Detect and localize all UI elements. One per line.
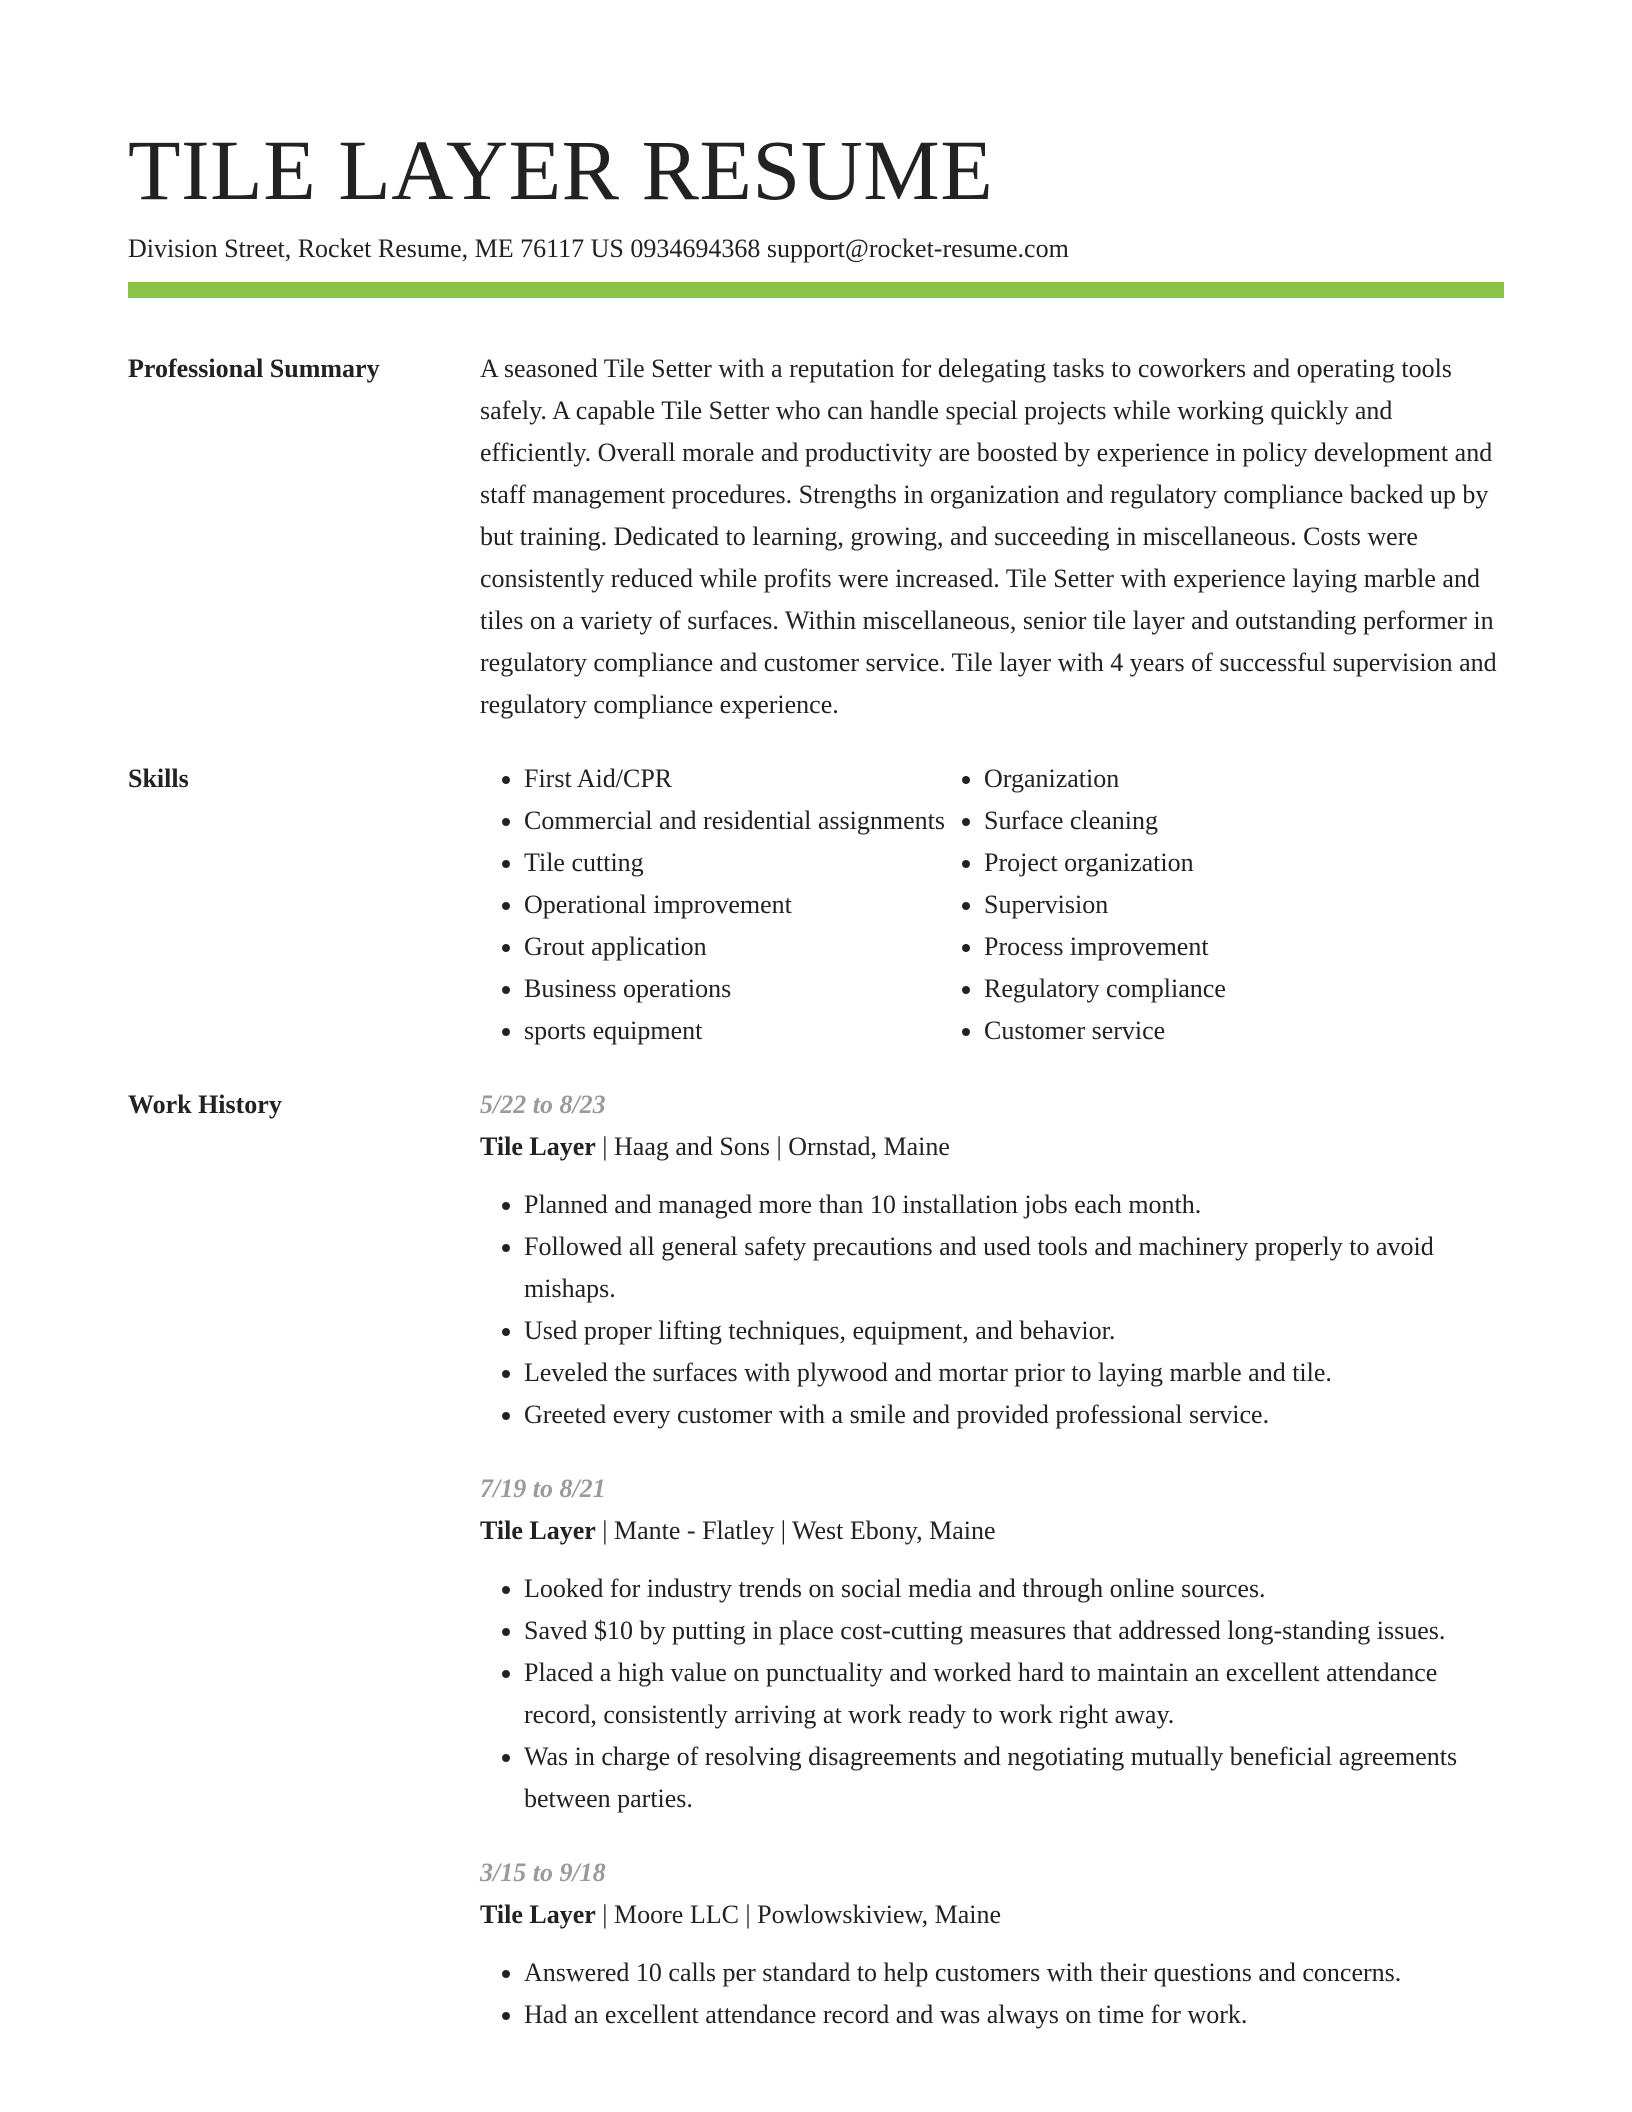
job-title: Tile Layer	[480, 1900, 596, 1929]
job-bullets	[480, 1184, 1504, 1436]
skills-section	[128, 758, 1504, 1052]
header-divider	[128, 282, 1504, 298]
job-title: Tile Layer	[480, 1516, 596, 1545]
job-company: Moore LLC	[614, 1900, 739, 1929]
job-heading: Tile Layer | Moore LLC | Powlowskiview, Maine	[480, 1900, 1001, 1929]
job-bullet: • Planned and managed more than 10 installation jobs each month.	[524, 1184, 1504, 1226]
job-bullets	[480, 1952, 1504, 2036]
skills-list-right	[940, 758, 1460, 1052]
resume-page	[128, 0, 1504, 2068]
professional-summary-section	[128, 348, 1504, 726]
job-heading: Tile Layer | Haag and Sons | Ornstad, Maine	[480, 1132, 950, 1161]
skills-body	[480, 758, 1504, 1052]
skill-item: • Project organization	[984, 842, 1460, 884]
job-location: West Ebony, Maine	[792, 1516, 996, 1545]
job-bullet: • Followed all general safety precautions and used tools and machinery properly to avoid mishaps.	[524, 1226, 1504, 1310]
job-bullet: • Had an excellent attendance record and was always on time for work.	[524, 1994, 1504, 2036]
summary-body	[480, 348, 1504, 726]
job-location: Ornstad, Maine	[788, 1132, 950, 1161]
job-bullet: • Used proper lifting techniques, equipment, and behavior.	[524, 1310, 1504, 1352]
job-title: Tile Layer	[480, 1132, 596, 1161]
summary-text: A seasoned Tile Setter with a reputation for delegating tasks to coworkers and operating tools safely. A capable Tile Setter who can handle special projects while working quickly and efficiently. Overall morale and productivity are boosted by experience in policy development and staff management procedures. Strengths in organization and regulatory compliance backed up by but training. Dedicated to learning, growing, and succeeding in miscellaneous. Costs were consistently reduced while profits were increased. Tile Setter with experience laying marble and tiles on a variety of surfaces. Within miscellaneous, senior tile layer and outstanding performer in regulatory compliance and customer service. Tile layer with 4 years of successful supervision and regulatory compliance experience.	[480, 354, 1497, 719]
job-dates: 7/19 to 8/21	[480, 1474, 606, 1503]
job-location: Powlowskiview, Maine	[757, 1900, 1001, 1929]
skill-item: • Tile cutting	[524, 842, 940, 884]
skill-item: • Process improvement	[984, 926, 1460, 968]
skill-item: • Organization	[984, 758, 1460, 800]
job-dates: 5/22 to 8/23	[480, 1090, 606, 1119]
job-entry	[480, 1084, 1504, 1436]
job-company: Haag and Sons	[614, 1132, 770, 1161]
resume-title: TILE LAYER RESUME	[128, 122, 994, 218]
skill-item: • Surface cleaning	[984, 800, 1460, 842]
skill-item: • Customer service	[984, 1010, 1460, 1052]
contact-line	[128, 231, 1504, 267]
skill-item: • Operational improvement	[524, 884, 940, 926]
skill-item: • Commercial and residential assignments	[524, 800, 940, 842]
job-bullet: • Greeted every customer with a smile and provided professional service.	[524, 1394, 1504, 1436]
work-history-section	[128, 1084, 1504, 2068]
job-bullet: • Leveled the surfaces with plywood and mortar prior to laying marble and tile.	[524, 1352, 1504, 1394]
job-entry	[480, 1468, 1504, 1820]
job-heading: Tile Layer | Mante - Flatley | West Ebony, Maine	[480, 1516, 996, 1545]
section-label-summary: Professional Summary	[128, 354, 380, 383]
job-bullet: • Placed a high value on punctuality and worked hard to maintain an excellent attendance record, consistently arriving at work ready to work right away.	[524, 1652, 1504, 1736]
section-label-work-history: Work History	[128, 1090, 282, 1119]
skill-item: • Business operations	[524, 968, 940, 1010]
section-label-skills: Skills	[128, 764, 189, 793]
job-dates: 3/15 to 9/18	[480, 1858, 606, 1887]
skill-item: • Supervision	[984, 884, 1460, 926]
job-bullets	[480, 1568, 1504, 1820]
skills-columns	[480, 758, 1504, 1052]
job-company: Mante - Flatley	[614, 1516, 775, 1545]
skills-list-left	[480, 758, 945, 1052]
job-bullet: • Was in charge of resolving disagreements and negotiating mutually beneficial agreements between parties.	[524, 1736, 1504, 1820]
contact-phone: 0934694368	[630, 234, 761, 263]
work-history-body	[480, 1084, 1504, 2068]
contact-email: support@rocket-resume.com	[766, 234, 1069, 263]
job-bullet: • Looked for industry trends on social media and through online sources.	[524, 1568, 1504, 1610]
skill-item: • First Aid/CPR	[524, 758, 940, 800]
contact-address: Division Street, Rocket Resume, ME 76117 US	[128, 234, 624, 263]
job-bullet: • Answered 10 calls per standard to help customers with their questions and concerns.	[524, 1952, 1504, 1994]
skill-item: • Grout application	[524, 926, 940, 968]
skill-item: • sports equipment	[524, 1010, 940, 1052]
job-entry	[480, 1852, 1504, 2036]
skill-item: • Regulatory compliance	[984, 968, 1460, 1010]
job-bullet: • Saved $10 by putting in place cost-cutting measures that addressed long-standing issues.	[524, 1610, 1504, 1652]
